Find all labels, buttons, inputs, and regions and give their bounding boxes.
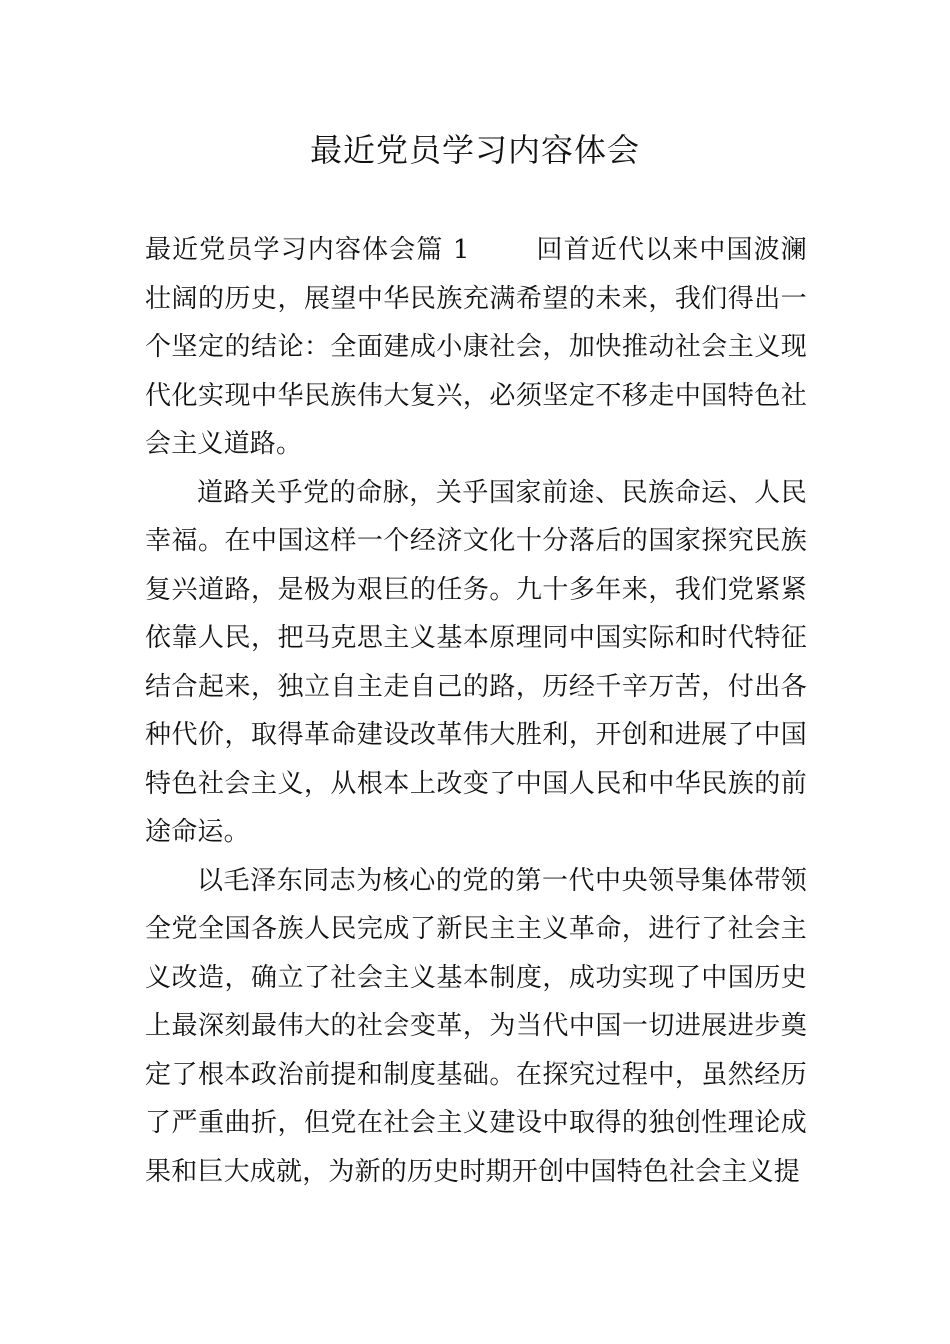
paragraph-2: 道路关乎党的命脉，关乎国家前途、民族命运、人民幸福。在中国这样一个经济文化十分落后的国家探究民族复兴道路，是极为艰巨的任务。九十多年来，我们党紧紧依靠人民，把马克思主义基本原理同中国实际和时代特征结合起来，独立自主走自己的路，历经千辛万苦，付出各种代价，取得革命建设改革伟大胜利，开创和进展了中国特色社会主义，从根本上改变了中国人民和中华民族的前途命运。 <box>145 477 807 847</box>
document-title: 最近党员学习内容体会 <box>309 131 640 169</box>
paragraph-3: 以毛泽东同志为核心的党的第一代中央领导集体带领全党全国各族人民完成了新民主主义革命，进行了社会主义改造，确立了社会主义基本制度，成功实现了中国历史上最深刻最伟大的社会变革，为当代中国一切进展进步奠定了根本政治前提和制度基础。在探究过程中，虽然经历了严重曲折，但党在社会主义建设中取得的独创性理论成果和巨大成就，为新的历史时期开创中国特色社会主义提 <box>145 865 807 1187</box>
paragraph-1 <box>145 226 807 469</box>
section-label: 最近党员学习内容体会篇 1 <box>145 235 470 265</box>
document-body <box>145 226 807 1196</box>
paragraph-1-text: 回首近代以来中国波澜壮阔的历史，展望中华民族充满希望的未来，我们得出一个坚定的结论：全面建成小康社会，加快推动社会主义现代化实现中华民族伟大复兴，必须坚定不移走中国特色社会主义道路。 <box>145 235 807 459</box>
